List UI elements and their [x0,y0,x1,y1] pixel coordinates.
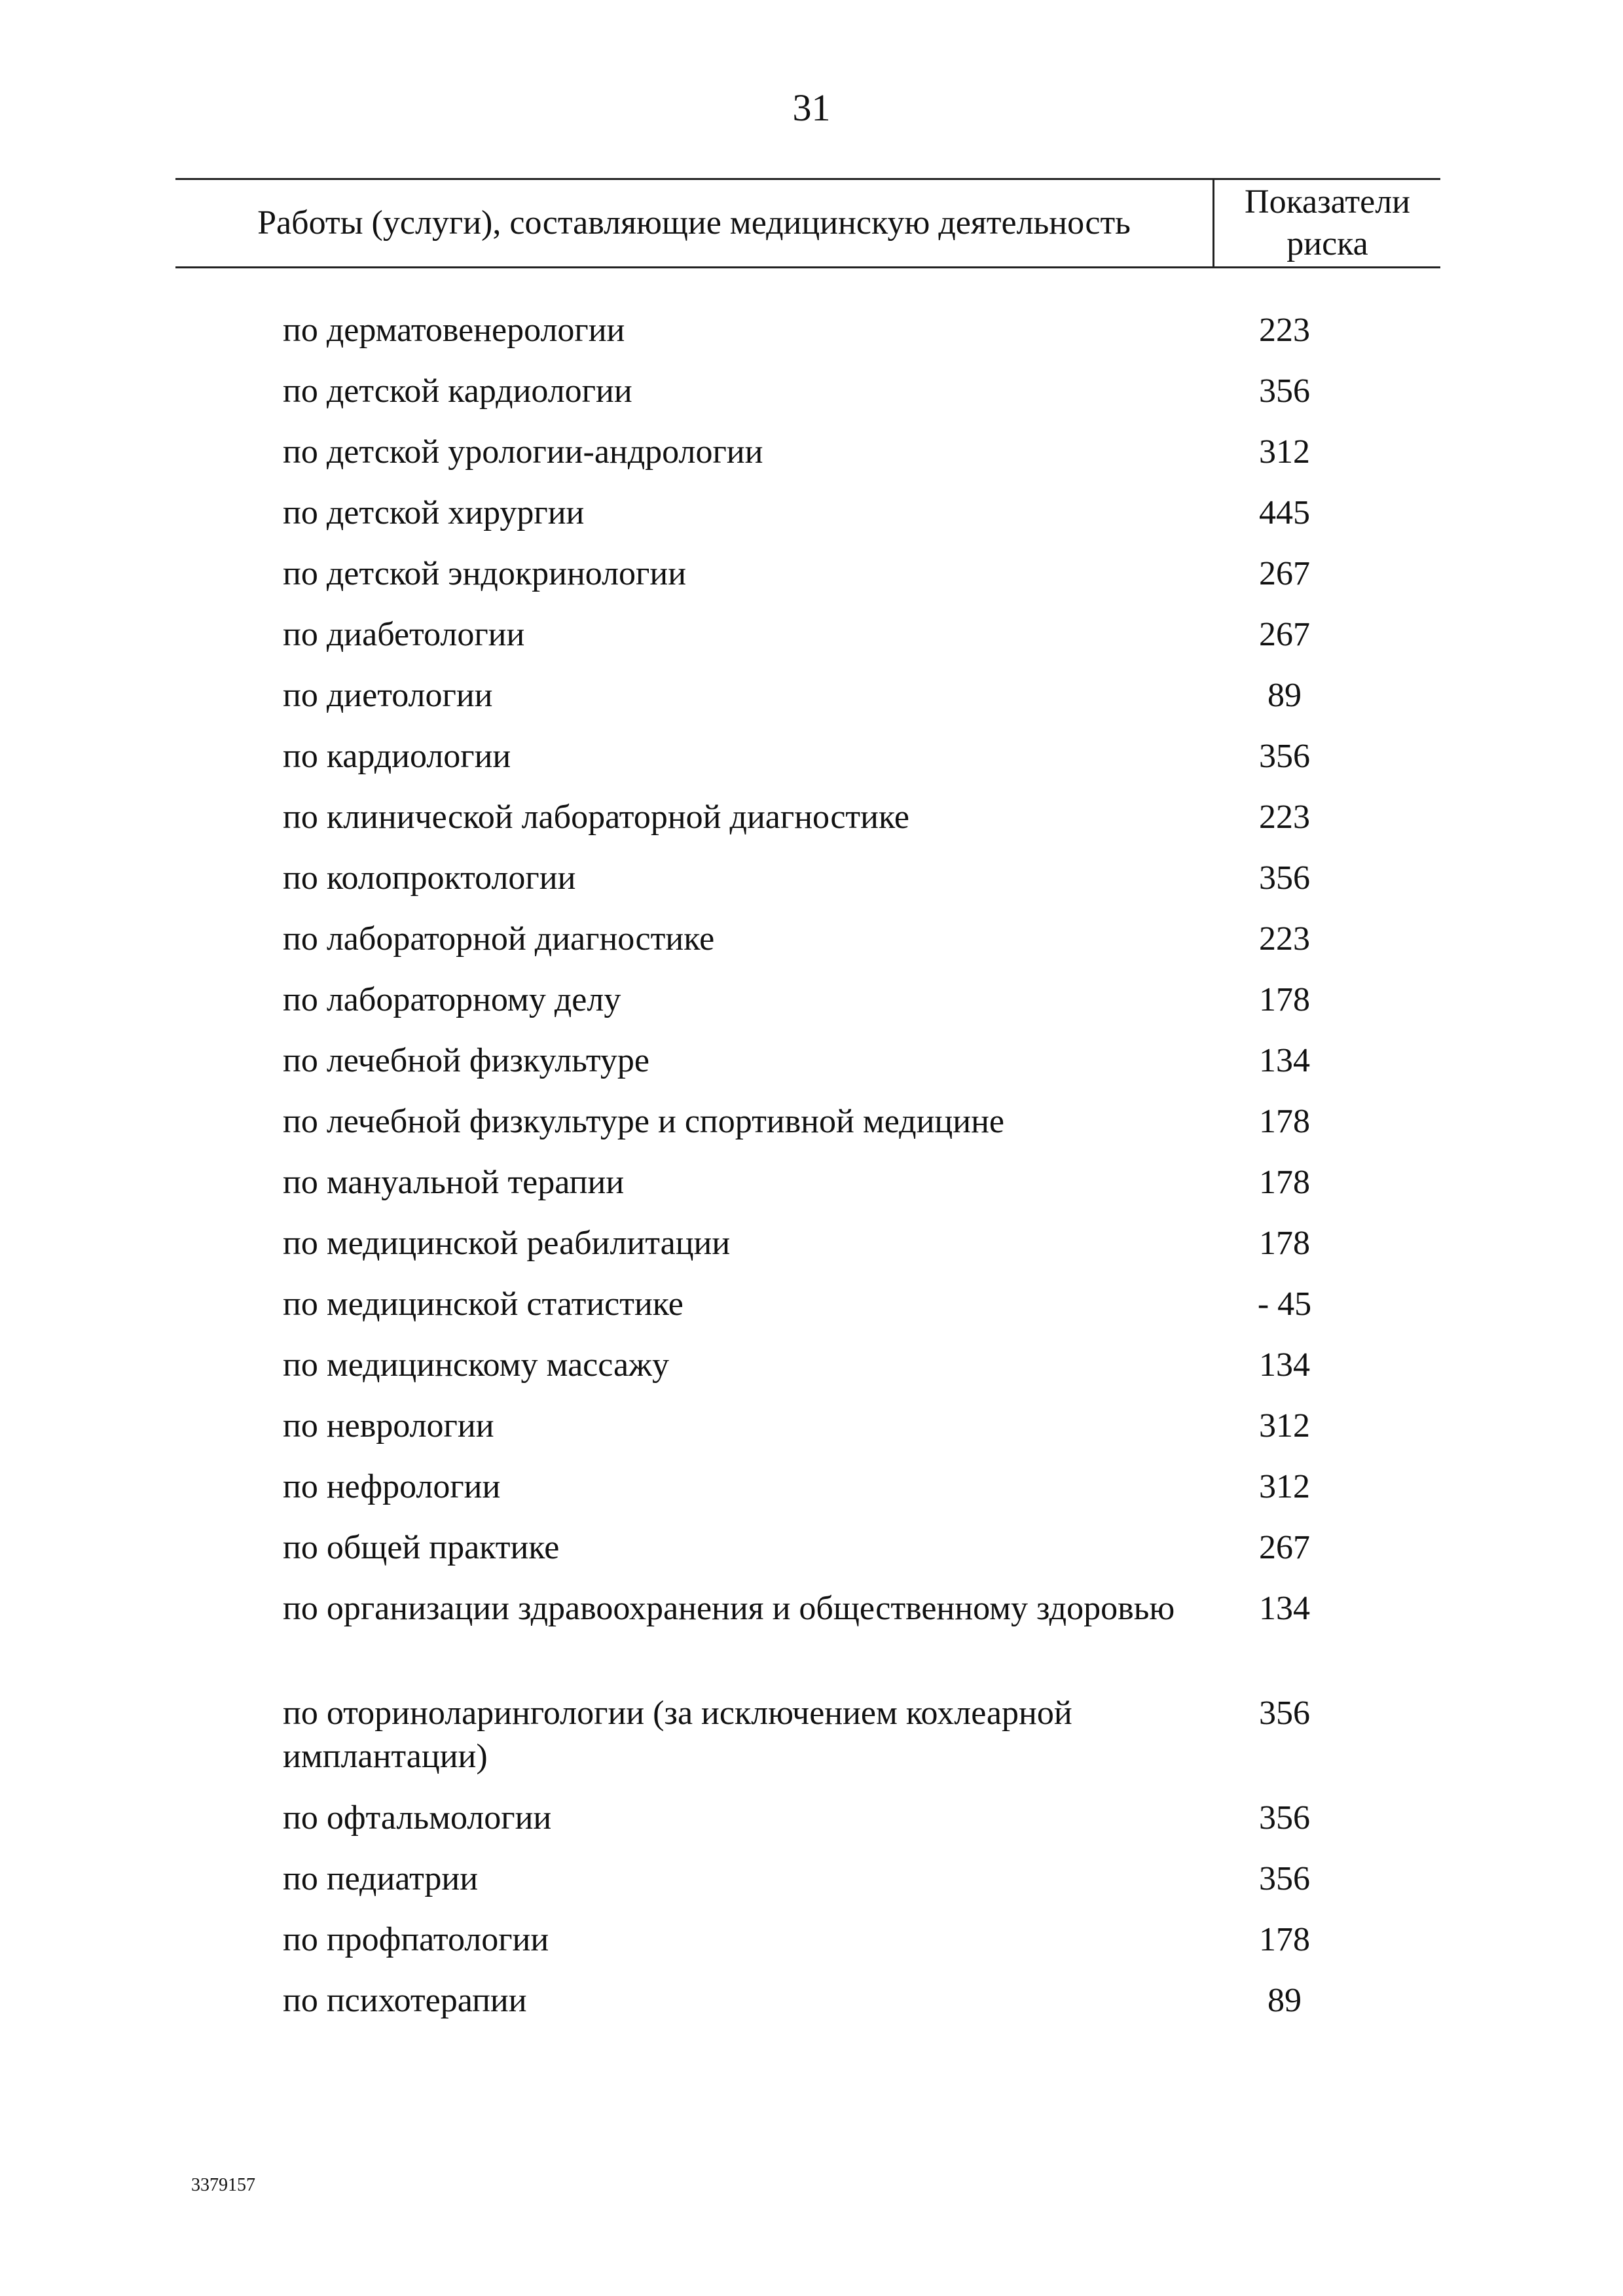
table-row [283,978,1396,1039]
row-value: 267 [1259,616,1310,653]
row-value: 356 [1259,738,1310,775]
header-risk-column: Показатели риска [1245,183,1410,262]
table-body [283,309,1396,2040]
row-label: по диетологии [283,677,493,714]
row-value: 134 [1259,1346,1310,1384]
row-value: 356 [1259,1799,1310,1837]
row-value: 356 [1259,1860,1310,1897]
row-value: 178 [1259,1225,1310,1262]
table-row [283,613,1396,674]
row-value: 356 [1259,1695,1310,1732]
table-row [283,1918,1396,1979]
row-label: по мануальной терапии [283,1164,625,1201]
row-label: по оториноларингологии (за исключением кохлеарной имплантации) [283,1695,1072,1775]
row-label: по дерматовенерологии [283,312,625,349]
row-value: 312 [1259,1407,1310,1444]
table-row [283,309,1396,370]
table-row [283,1161,1396,1222]
row-value: 178 [1259,1164,1310,1201]
table-row [283,1692,1396,1797]
row-label: по колопроктологии [283,859,576,897]
row-value: 356 [1259,859,1310,897]
row-value: 178 [1259,1103,1310,1140]
row-value: 134 [1259,1590,1310,1627]
row-value: 178 [1259,981,1310,1018]
row-label: по детской урологии-андрологии [283,433,763,471]
table-header [175,178,1440,268]
row-label: по детской хирургии [283,494,585,531]
table-row [283,674,1396,735]
row-label: по профпатологии [283,1921,549,1958]
table-row [283,1857,1396,1918]
row-label: по лабораторному делу [283,981,621,1018]
row-label: по психотерапии [283,1982,527,2019]
row-value: 312 [1259,1468,1310,1505]
row-value: 223 [1259,798,1310,836]
row-label: по педиатрии [283,1860,479,1897]
row-value: 89 [1267,677,1302,714]
table-row [283,1797,1396,1857]
row-label: по медицинской реабилитации [283,1225,731,1262]
row-label: по медицинской статистике [283,1285,684,1323]
table-row [283,370,1396,431]
header-works-column: Работы (услуги), составляющие медицинскую деятельность [175,180,1214,266]
table-row [283,431,1396,492]
table-row [283,552,1396,613]
table-row [283,1344,1396,1405]
row-label: по общей практике [283,1529,560,1566]
row-value: 89 [1267,1982,1302,2019]
row-value: - 45 [1257,1285,1312,1323]
row-label: по детской кардиологии [283,372,632,410]
row-label: по лечебной физкультуре [283,1042,650,1079]
table-row [283,796,1396,857]
row-label: по клинической лабораторной диагностике [283,798,909,836]
row-value: 223 [1259,920,1310,958]
table-row [283,1100,1396,1161]
row-value: 178 [1259,1921,1310,1958]
table-row [283,918,1396,978]
row-value: 267 [1259,555,1310,592]
row-value: 356 [1259,372,1310,410]
row-value: 445 [1259,494,1310,531]
row-label: по лечебной физкультуре и спортивной медицине [283,1103,1004,1140]
row-value: 267 [1259,1529,1310,1566]
row-label: по медицинскому массажу [283,1346,669,1384]
table-row [283,1039,1396,1100]
row-label: по организации здравоохранения и общественному здоровью [283,1590,1175,1627]
row-value: 134 [1259,1042,1310,1079]
row-label: по детской эндокринологии [283,555,687,592]
table-row [283,1405,1396,1465]
document-code: 3379157 [191,2175,255,2195]
row-label: по нефрологии [283,1468,501,1505]
row-value: 223 [1259,312,1310,349]
table-row [283,492,1396,552]
page-number: 31 [792,86,831,129]
table-row [283,735,1396,796]
table-row [283,857,1396,918]
row-label: по диабетологии [283,616,525,653]
row-label: по кардиологии [283,738,511,775]
row-value: 312 [1259,433,1310,471]
table-row [283,1222,1396,1283]
table-row [283,1526,1396,1587]
table-row [283,1465,1396,1526]
row-label: по лабораторной диагностике [283,920,715,958]
row-label: по неврологии [283,1407,494,1444]
table-row [283,1587,1396,1692]
row-label: по офтальмологии [283,1799,552,1837]
table-row [283,1283,1396,1344]
table-row [283,1979,1396,2040]
